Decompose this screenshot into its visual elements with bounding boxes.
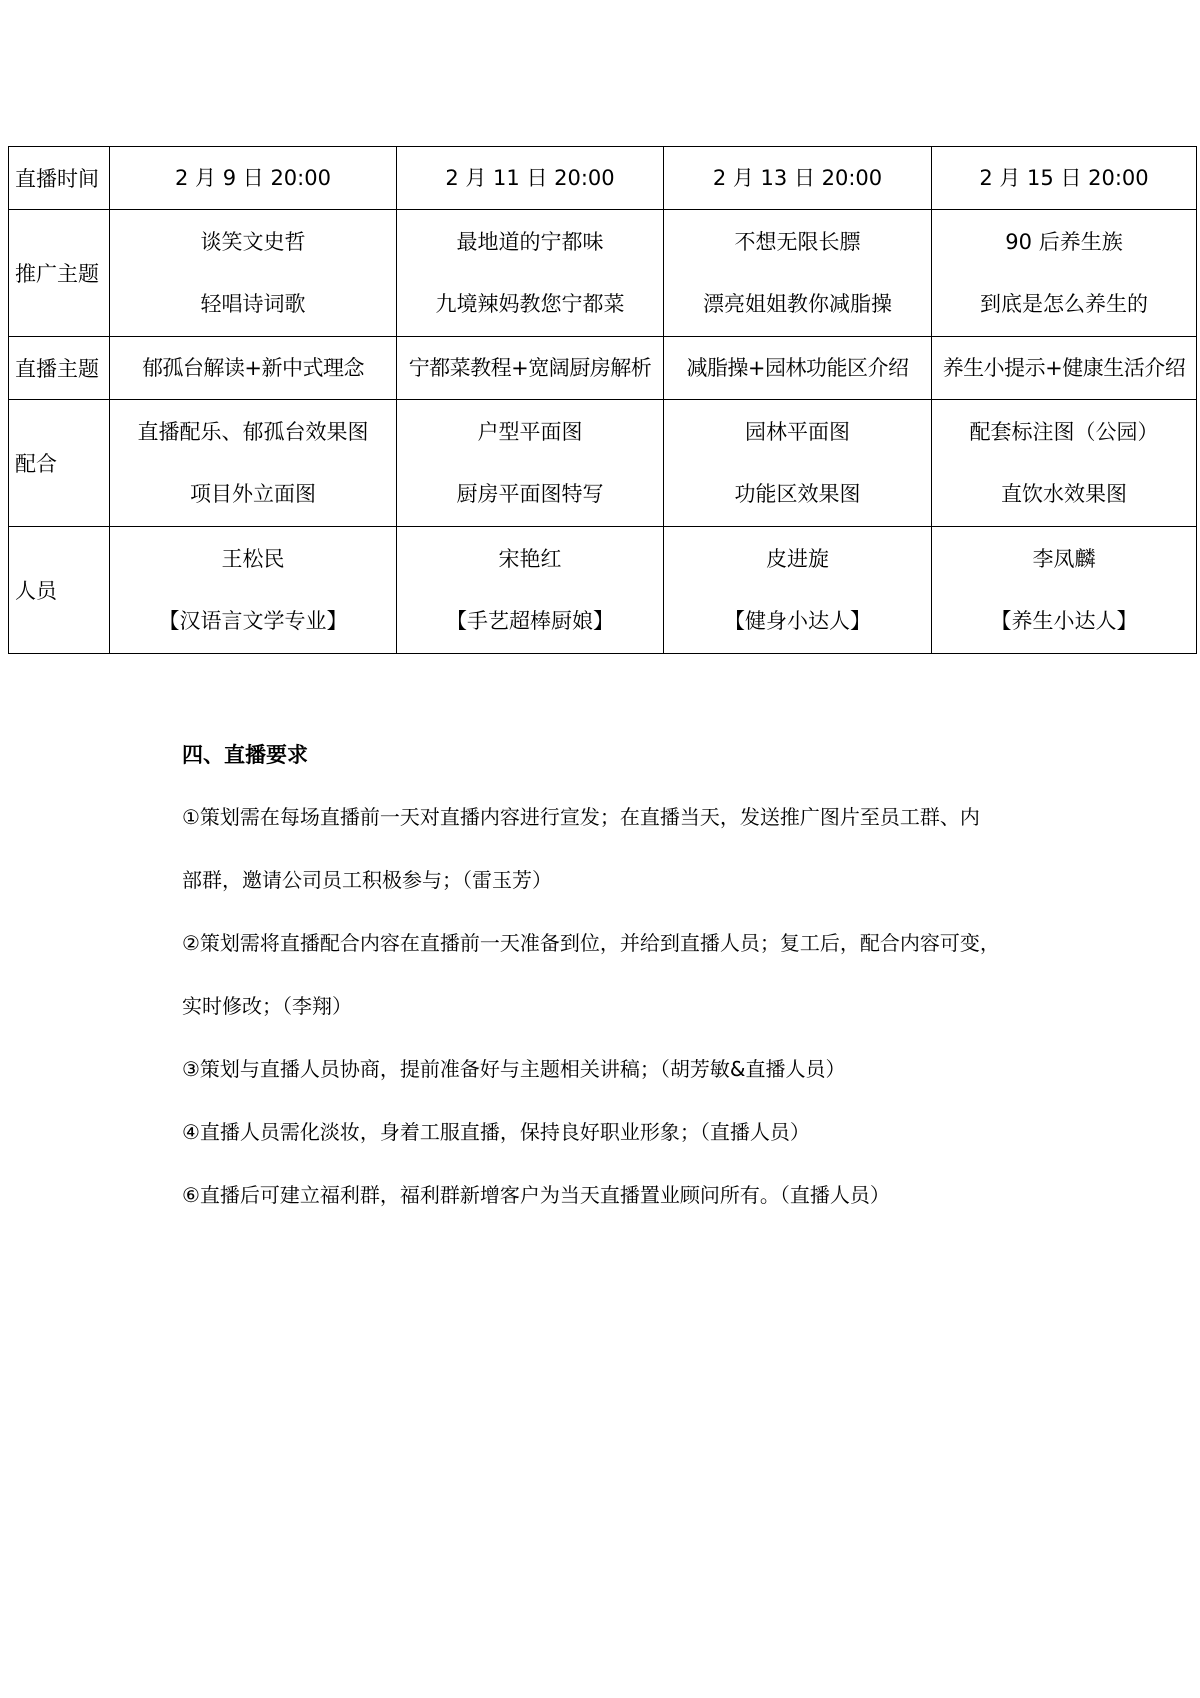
row-label: 直播时间 [9, 147, 110, 210]
table-row-broadcast-time [9, 147, 1197, 210]
section-heading: 四、直播要求 [182, 743, 308, 767]
live-requirements-section [182, 733, 1082, 1236]
table-cell: 户型平面图 厨房平面图特写 [397, 400, 664, 527]
table-cell: 最地道的宁都味 九境辣妈教您宁都菜 [397, 210, 664, 337]
table-cell: 不想无限长膘 漂亮姐姐教你减脂操 [664, 210, 932, 337]
table-row-live-theme [9, 337, 1197, 400]
table-cell: 养生小提示+健康生活介绍 [932, 337, 1197, 400]
table-row-support-materials [9, 400, 1197, 527]
requirement-line: ④直播人员需化淡妆，身着工服直播，保持良好职业形象；（直播人员） [182, 1120, 810, 1144]
table-row-promo-theme [9, 210, 1197, 337]
table-cell: 皮进旋 【健身小达人】 [664, 527, 932, 654]
table-cell: 园林平面图 功能区效果图 [664, 400, 932, 527]
row-label: 配合 [9, 400, 110, 527]
row-label: 人员 [9, 527, 110, 654]
table-cell: 2 月 15 日 20:00 [932, 147, 1197, 210]
table-row-personnel [9, 527, 1197, 654]
table-cell: 宋艳红 【手艺超棒厨娘】 [397, 527, 664, 654]
table-cell: 90 后养生族 到底是怎么养生的 [932, 210, 1197, 337]
requirement-line: 实时修改；（李翔） [182, 994, 352, 1018]
requirement-line: ②策划需将直播配合内容在直播前一天准备到位，并给到直播人员；复工后，配合内容可变， [182, 931, 1000, 955]
table-cell: 2 月 9 日 20:00 [110, 147, 397, 210]
table-cell: 宁都菜教程+宽阔厨房解析 [397, 337, 664, 400]
table-cell: 配套标注图（公园） 直饮水效果图 [932, 400, 1197, 527]
table-cell: 李凤麟 【养生小达人】 [932, 527, 1197, 654]
row-label: 推广主题 [9, 210, 110, 337]
requirement-line: ③策划与直播人员协商，提前准备好与主题相关讲稿；（胡芳敏&直播人员） [182, 1057, 846, 1081]
table-cell: 减脂操+园林功能区介绍 [664, 337, 932, 400]
table-cell: 郁孤台解读+新中式理念 [110, 337, 397, 400]
row-label: 直播主题 [9, 337, 110, 400]
table-cell: 直播配乐、郁孤台效果图 项目外立面图 [110, 400, 397, 527]
live-schedule-table [8, 146, 1197, 654]
requirement-line: ①策划需在每场直播前一天对直播内容进行宣发；在直播当天，发送推广图片至员工群、内 [182, 805, 980, 829]
table-cell: 2 月 13 日 20:00 [664, 147, 932, 210]
requirement-line: 部群，邀请公司员工积极参与；（雷玉芳） [182, 868, 552, 892]
table-cell: 王松民 【汉语言文学专业】 [110, 527, 397, 654]
table-cell: 2 月 11 日 20:00 [397, 147, 664, 210]
table-cell: 谈笑文史哲 轻唱诗词歌 [110, 210, 397, 337]
requirement-line: ⑥直播后可建立福利群，福利群新增客户为当天直播置业顾问所有。（直播人员） [182, 1183, 890, 1207]
